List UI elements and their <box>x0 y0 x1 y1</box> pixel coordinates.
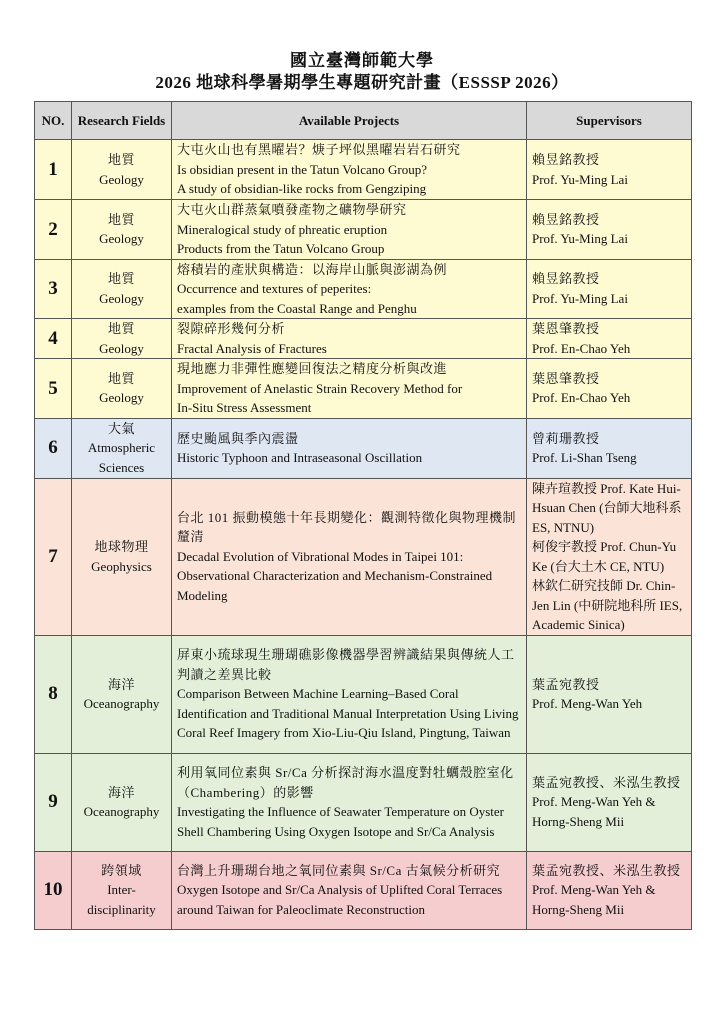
supervisor <box>527 319 692 359</box>
project-zh: 屏東小琉球現生珊瑚礁影像機器學習辨識結果與傳統人工判讀之差異比較 <box>177 647 515 682</box>
row-number: 4 <box>35 319 72 359</box>
row-number: 2 <box>35 200 72 260</box>
supervisor-en: Prof. Yu-Ming Lai <box>532 290 628 306</box>
row-number: 9 <box>35 753 72 851</box>
program-title: 2026 地球科學暑期學生專題研究計畫（ESSSP 2026） <box>155 73 569 92</box>
field-zh: 地球物理 <box>94 539 149 554</box>
project-zh: 現地應力非彈性應變回復法之精度分析與改進 <box>177 361 448 376</box>
supervisor <box>527 753 692 851</box>
supervisor-zh: 葉恩肇教授 <box>532 321 600 336</box>
table-row <box>35 140 692 200</box>
project-zh: 大屯火山也有黑曜岩？焿子坪似黑曜岩岩石研究 <box>177 142 461 158</box>
project-en: Mineralogical study of phreatic eruption <box>177 221 388 237</box>
project-en: In-Situ Stress Assessment <box>177 400 312 415</box>
project-zh: 台灣上升珊瑚台地之氧同位素與 Sr/Ca 古氣候分析研究 <box>177 862 501 878</box>
header-no: NO. <box>35 102 72 140</box>
field-en: Geology <box>99 290 144 306</box>
table-row <box>35 359 692 419</box>
supervisor <box>527 478 692 635</box>
supervisor-en: Prof. Yu-Ming Lai <box>532 171 628 187</box>
row-number: 10 <box>35 851 72 929</box>
header-research-fields: Research Fields <box>72 102 172 140</box>
supervisor-zh: 葉孟宛教授 <box>532 676 600 692</box>
field-en: Geology <box>99 340 144 356</box>
table-row <box>35 200 692 260</box>
project <box>172 200 527 260</box>
project <box>172 753 527 851</box>
project-zh: 熔積岩的產狀與構造：以海岸山脈與澎湖為例 <box>177 261 448 277</box>
research-field <box>72 635 172 753</box>
table-row <box>35 635 692 753</box>
header-available-projects: Available Projects <box>172 102 527 140</box>
project <box>172 319 527 359</box>
supervisor-zh: 葉孟宛教授、米泓生教授 <box>532 862 681 878</box>
projects-table <box>34 101 692 930</box>
table-row <box>35 753 692 851</box>
project <box>172 478 527 635</box>
field-zh: 大氣 <box>107 420 135 436</box>
supervisor-en: Prof. Meng-Wan Yeh & Horng-Sheng Mii <box>532 882 656 917</box>
supervisor-en: Prof. Yu-Ming Lai <box>532 231 628 247</box>
research-field <box>72 478 172 635</box>
research-field <box>72 319 172 359</box>
project-en: A study of obsidian-like rocks from Gengziping <box>177 181 427 197</box>
row-number: 1 <box>35 140 72 200</box>
project-zh: 歷史颱風與季內震盪 <box>177 430 299 446</box>
research-field <box>72 753 172 851</box>
field-zh: 跨領域 <box>101 862 142 878</box>
project-zh: 利用氧同位素與 Sr/Ca 分析探討海水溫度對牡蠣殼腔室化（Chambering）的影響 <box>177 765 514 800</box>
supervisor-en: Prof. Meng-Wan Yeh & Horng-Sheng Mii <box>532 794 656 829</box>
field-en: Geology <box>99 390 144 406</box>
project-zh: 台北 101 振動模態十年長期變化：觀測特徵化與物理機制釐清 <box>177 509 517 545</box>
project-en: Historic Typhoon and Intraseasonal Oscillation <box>177 450 423 465</box>
field-zh: 地質 <box>107 271 135 287</box>
project-en: Improvement of Anelastic Strain Recovery Method for <box>177 380 463 396</box>
research-field <box>72 200 172 260</box>
supervisor <box>527 200 692 260</box>
project-en: Comparison Between Machine Learning–Based Coral Identification and Traditional Manual Interpretation Using Living Coral Reef Imagery from Xio-Liu-Qiu Island, Pingtung, Taiwan <box>177 686 519 741</box>
field-en: Geology <box>99 171 144 187</box>
supervisor-en: Prof. Meng-Wan Yeh <box>532 696 643 711</box>
supervisor <box>527 635 692 753</box>
research-field <box>72 140 172 200</box>
project-en: Investigating the Influence of Seawater Temperature on Oyster Shell Chambering Using Oxygen Isotope and Sr/Ca Analysis <box>177 804 504 839</box>
research-field <box>72 359 172 419</box>
row-number: 3 <box>35 259 72 319</box>
supervisor-entry: 陳卉瑄教授 Prof. Kate Hui-Hsuan Chen (台師大地科系 ES, NTNU) <box>532 480 682 535</box>
supervisor <box>527 259 692 319</box>
project-en: Products from the Tatun Volcano Group <box>177 241 385 256</box>
table-row <box>35 478 692 635</box>
project-en: examples from the Coastal Range and Penghu <box>177 300 417 316</box>
field-en: Inter-disciplinarity <box>87 882 156 917</box>
project <box>172 635 527 753</box>
supervisor-en: Prof. En-Chao Yeh <box>532 340 631 356</box>
project <box>172 851 527 929</box>
field-zh: 地質 <box>107 211 135 227</box>
research-field <box>72 851 172 929</box>
supervisor-zh: 賴昱銘教授 <box>532 152 600 167</box>
header-row <box>35 102 692 140</box>
supervisor-zh: 賴昱銘教授 <box>532 211 600 227</box>
supervisor-entry: 柯俊宇教授 Prof. Chun-Yu Ke (台大土木 CE, NTU) <box>532 539 677 574</box>
row-number: 8 <box>35 635 72 753</box>
research-field <box>72 259 172 319</box>
project <box>172 359 527 419</box>
supervisor <box>527 418 692 478</box>
supervisor <box>527 140 692 200</box>
table-row <box>35 418 692 478</box>
supervisor-en: Prof. En-Chao Yeh <box>532 390 631 406</box>
project <box>172 140 527 200</box>
table-row <box>35 259 692 319</box>
project-en: Occurrence and textures of peperites: <box>177 281 372 296</box>
field-zh: 海洋 <box>107 676 135 692</box>
field-en: Geophysics <box>91 558 152 574</box>
document-title <box>0 50 724 94</box>
header-supervisors: Supervisors <box>527 102 692 140</box>
row-number: 5 <box>35 359 72 419</box>
project-en: Is obsidian present in the Tatun Volcano Group? <box>177 161 428 177</box>
supervisor <box>527 851 692 929</box>
project-zh: 大屯火山群蒸氣噴發產物之礦物學研究 <box>177 202 407 217</box>
project <box>172 259 527 319</box>
field-en: Atmospheric Sciences <box>87 440 156 475</box>
project <box>172 418 527 478</box>
supervisor-en: Prof. Li-Shan Tseng <box>532 450 637 465</box>
university-title: 國立臺灣師範大學 <box>290 51 434 70</box>
field-zh: 地質 <box>107 152 135 167</box>
project-en: Decadal Evolution of Vibrational Modes in Taipei 101: Observational Characterization and Mechanism-Constrained Modeling <box>177 548 493 603</box>
project-en: Fractal Analysis of Fractures <box>177 340 327 356</box>
project-zh: 裂隙碎形幾何分析 <box>177 321 286 336</box>
row-number: 7 <box>35 478 72 635</box>
field-zh: 地質 <box>107 370 135 386</box>
supervisor-zh: 曾莉珊教授 <box>532 430 600 446</box>
supervisor-entry: 林欽仁研究技師 Dr. Chin-Jen Lin (中研院地科所 IES, Academic Sinica) <box>532 578 683 632</box>
project-en: Oxygen Isotope and Sr/Ca Analysis of Uplifted Coral Terraces around Taiwan for Paleoclimate Reconstruction <box>177 882 503 917</box>
table-row <box>35 319 692 359</box>
table-row <box>35 851 692 929</box>
field-en: Oceanography <box>83 804 160 819</box>
field-zh: 地質 <box>107 321 135 336</box>
research-field <box>72 418 172 478</box>
row-number: 6 <box>35 418 72 478</box>
supervisor <box>527 359 692 419</box>
field-en: Geology <box>99 231 144 247</box>
field-zh: 海洋 <box>107 784 135 800</box>
supervisor-zh: 葉恩肇教授 <box>532 370 600 386</box>
supervisor-zh: 賴昱銘教授 <box>532 271 600 287</box>
supervisor-zh: 葉孟宛教授、米泓生教授 <box>532 774 681 790</box>
field-en: Oceanography <box>83 696 160 711</box>
